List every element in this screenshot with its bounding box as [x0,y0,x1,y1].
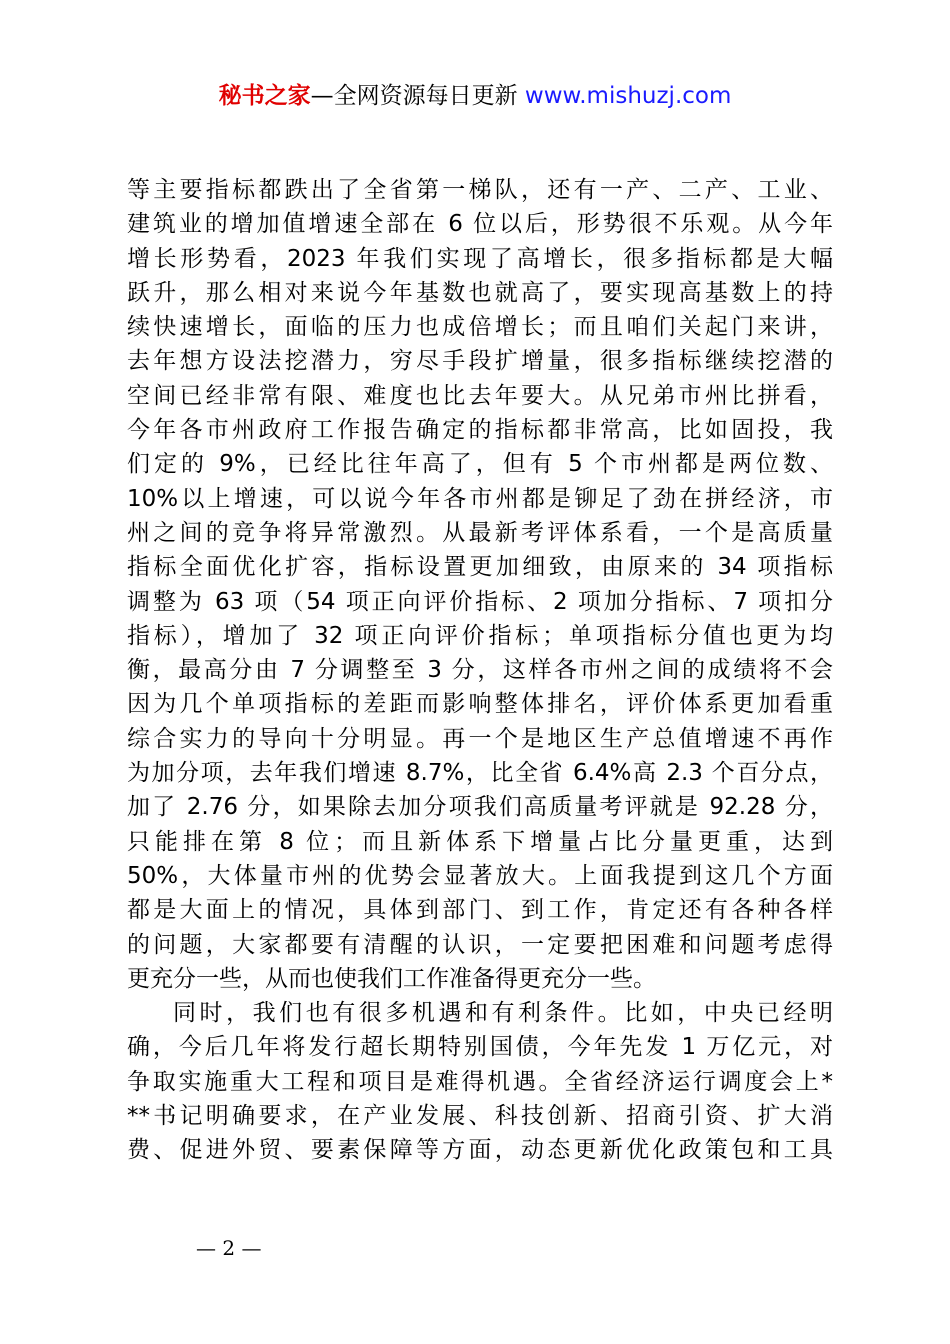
paragraph-1 [127,173,833,996]
text-line: 50%，大体量市州的优势会显著放大。上面我提到这几个方面 [127,862,833,889]
text-line: 建筑业的增加值增速全部在 6 位以后，形势很不乐观。从今年 [127,211,833,238]
text-line: 费、促进外贸、要素保障等方面，动态更新优化政策包和工具 [127,1137,833,1164]
text-line: 综合实力的导向十分明显。再一个是地区生产总值增速不再作 [127,725,833,752]
text-line: 确，今后几年将发行超长期特别国债，今年先发 1 万亿元，对 [127,1034,833,1061]
text-line: 加了 2.76 分，如果除去加分项我们高质量考评就是 92.28 分， [127,794,833,821]
text-line: 们定的 9%，已经比往年高了，但有 5 个市州都是两位数、 [127,451,833,478]
header-tagline: —全网资源每日更新 [310,83,518,109]
text-line: 跃升，那么相对来说今年基数也就高了，要实现高基数上的持 [127,279,833,306]
text-line: 空间已经非常有限、难度也比去年要大。从兄弟市州比拼看， [127,382,833,409]
paragraph-2 [127,996,833,1167]
site-header [0,80,950,112]
text-line: 调整为 63 项（54 项正向评价指标、2 项加分指标、7 项扣分 [127,588,833,615]
page-number: — 2 — [196,1236,262,1260]
site-url[interactable]: www.mishuzj.com [524,83,732,109]
text-line: 的问题，大家都要有清醒的认识，一定要把困难和问题考虑得 [127,931,833,958]
text-line: 更充分一些，从而也使我们工作准备得更充分一些。 [127,965,656,992]
text-line: 只能排在第 8 位；而且新体系下增量占比分量更重，达到 [127,828,833,855]
text-line: 因为几个单项指标的差距而影响整体排名，评价体系更加看重 [127,691,833,718]
text-line: **书记明确要求，在产业发展、科技创新、招商引资、扩大消 [127,1103,833,1130]
text-line: 州之间的竞争将异常激烈。从最新考评体系看，一个是高质量 [127,519,833,546]
text-line: 指标），增加了 32 项正向评价指标；单项指标分值也更为均 [127,622,833,649]
text-line: 都是大面上的情况，具体到部门、到工作，肯定还有各种各样 [127,897,833,924]
text-line: 等主要指标都跌出了全省第一梯队，还有一产、二产、工业、 [127,177,833,203]
text-line: 为加分项，去年我们增速 8.7%，比全省 6.4%高 2.3 个百分点， [127,760,833,787]
text-line: 去年想方设法挖潜力，穷尽手段扩增量，很多指标继续挖潜的 [127,348,833,375]
text-line: 10%以上增速，可以说今年各市州都是铆足了劲在拼经济，市 [127,485,833,512]
text-line: 今年各市州政府工作报告确定的指标都非常高，比如固投，我 [127,417,833,444]
brand-name: 秘书之家 [218,83,311,109]
text-line: 续快速增长，面临的压力也成倍增长；而且咱们关起门来讲， [127,314,833,341]
document-body [127,173,833,1168]
text-line: 衡，最高分由 7 分调整至 3 分，这样各市州之间的成绩将不会 [127,657,833,684]
text-line: 增长形势看，2023 年我们实现了高增长，很多指标都是大幅 [127,245,833,272]
text-line: 同时，我们也有很多机遇和有利条件。比如，中央已经明 [173,1000,833,1027]
text-line: 指标全面优化扩容，指标设置更加细致，由原来的 34 项指标 [127,554,833,581]
text-line: 争取实施重大工程和项目是难得机遇。全省经济运行调度会上* [127,1068,833,1095]
